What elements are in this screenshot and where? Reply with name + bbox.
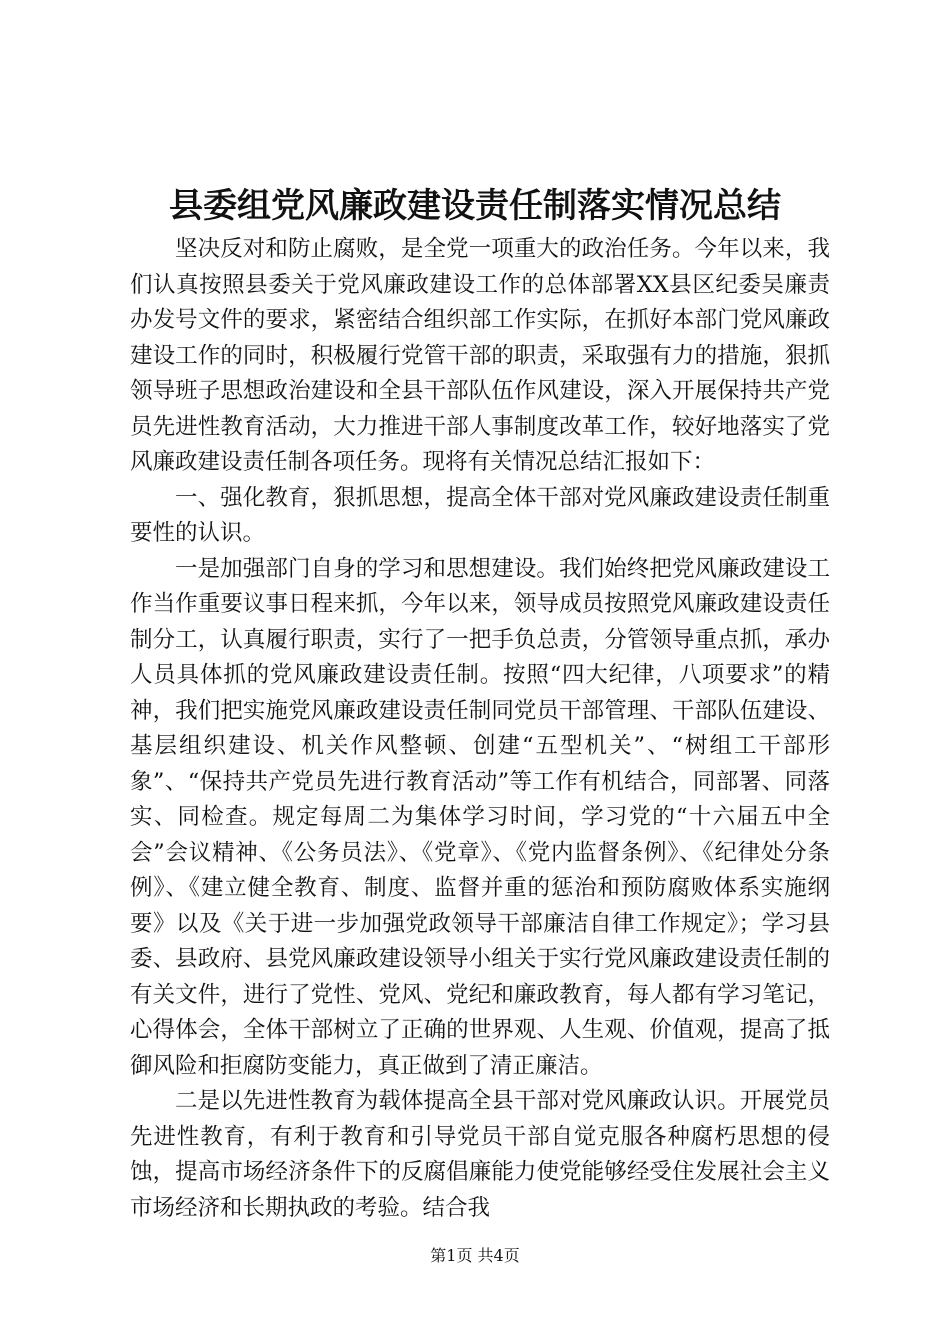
paragraph-point-two: 二是以先进性教育为载体提高全县干部对党风廉政认识。开展党员先进性教育，有利于教育和引导党员干部自觉克服各种腐朽思想的侵蚀，提高市场经济条件下的反腐倡廉能力使党能够经受住发展社会主义市场经济和长期执政的考验。结合我: [130, 1088, 830, 1221]
document-title: 县委组党风廉政建设责任制落实情况总结: [169, 186, 781, 226]
paragraph-point-one: 一是加强部门自身的学习和思想建设。我们始终把党风廉政建设工作当作重要议事日程来抓，今年以来，领导成员按照党风廉政建设责任制分工，认真履行职责，实行了一把手负总责，分管领导重点抓，承办人员具体抓的党风廉政建设责任制。按照“四大纪律，八项要求”的精神，我们把实施党风廉政建设责任制同党员干部管理、干部队伍建设、基层组织建设、机关作风整顿、创建“五型机关”、“树组工干部形象”、“保持共产党员先进行教育活动”等工作有机结合，同部署、同落实、同检查。规定每周二为集体学习时间，学习党的“十六届五中全会”会议精神、《公务员法》、《党章》、《党内监督条例》、《纪律处分条例》、《建立健全教育、制度、监督并重的惩治和预防腐败体系实施纲要》以及《关于进一步加强党政领导干部廉洁自律工作规定》；学习县委、县政府、县党风廉政建设领导小组关于实行党风廉政建设责任制的有关文件，进行了党性、党风、党纪和廉政教育，每人都有学习笔记，心得体会，全体干部树立了正确的世界观、人生观、价值观，提高了抵御风险和拒腐防变能力，真正做到了清正廉洁。: [130, 555, 830, 1079]
paragraph-intro: 坚决反对和防止腐败，是全党一项重大的政治任务。今年以来，我们认真按照县委关于党风廉政建设工作的总体部署XX县区纪委吴廉责办发号文件的要求，紧密结合组织部工作实际，在抓好本部门党风廉政建设工作的同时，积极履行党管干部的职责，采取强有力的措施，狠抓领导班子思想政治建设和全县干部队伍作风建设，深入开展保持共产党员先进性教育活动，大力推进干部人事制度改革工作，较好地落实了党风廉政建设责任制各项任务。现将有关情况总结汇报如下：: [130, 236, 830, 475]
paragraph-section-heading: 一、强化教育，狠抓思想，提高全体干部对党风廉政建设责任制重要性的认识。: [130, 484, 830, 546]
page-number-footer: 第1页 共4页: [430, 1246, 520, 1265]
document-body: [130, 232, 830, 1226]
